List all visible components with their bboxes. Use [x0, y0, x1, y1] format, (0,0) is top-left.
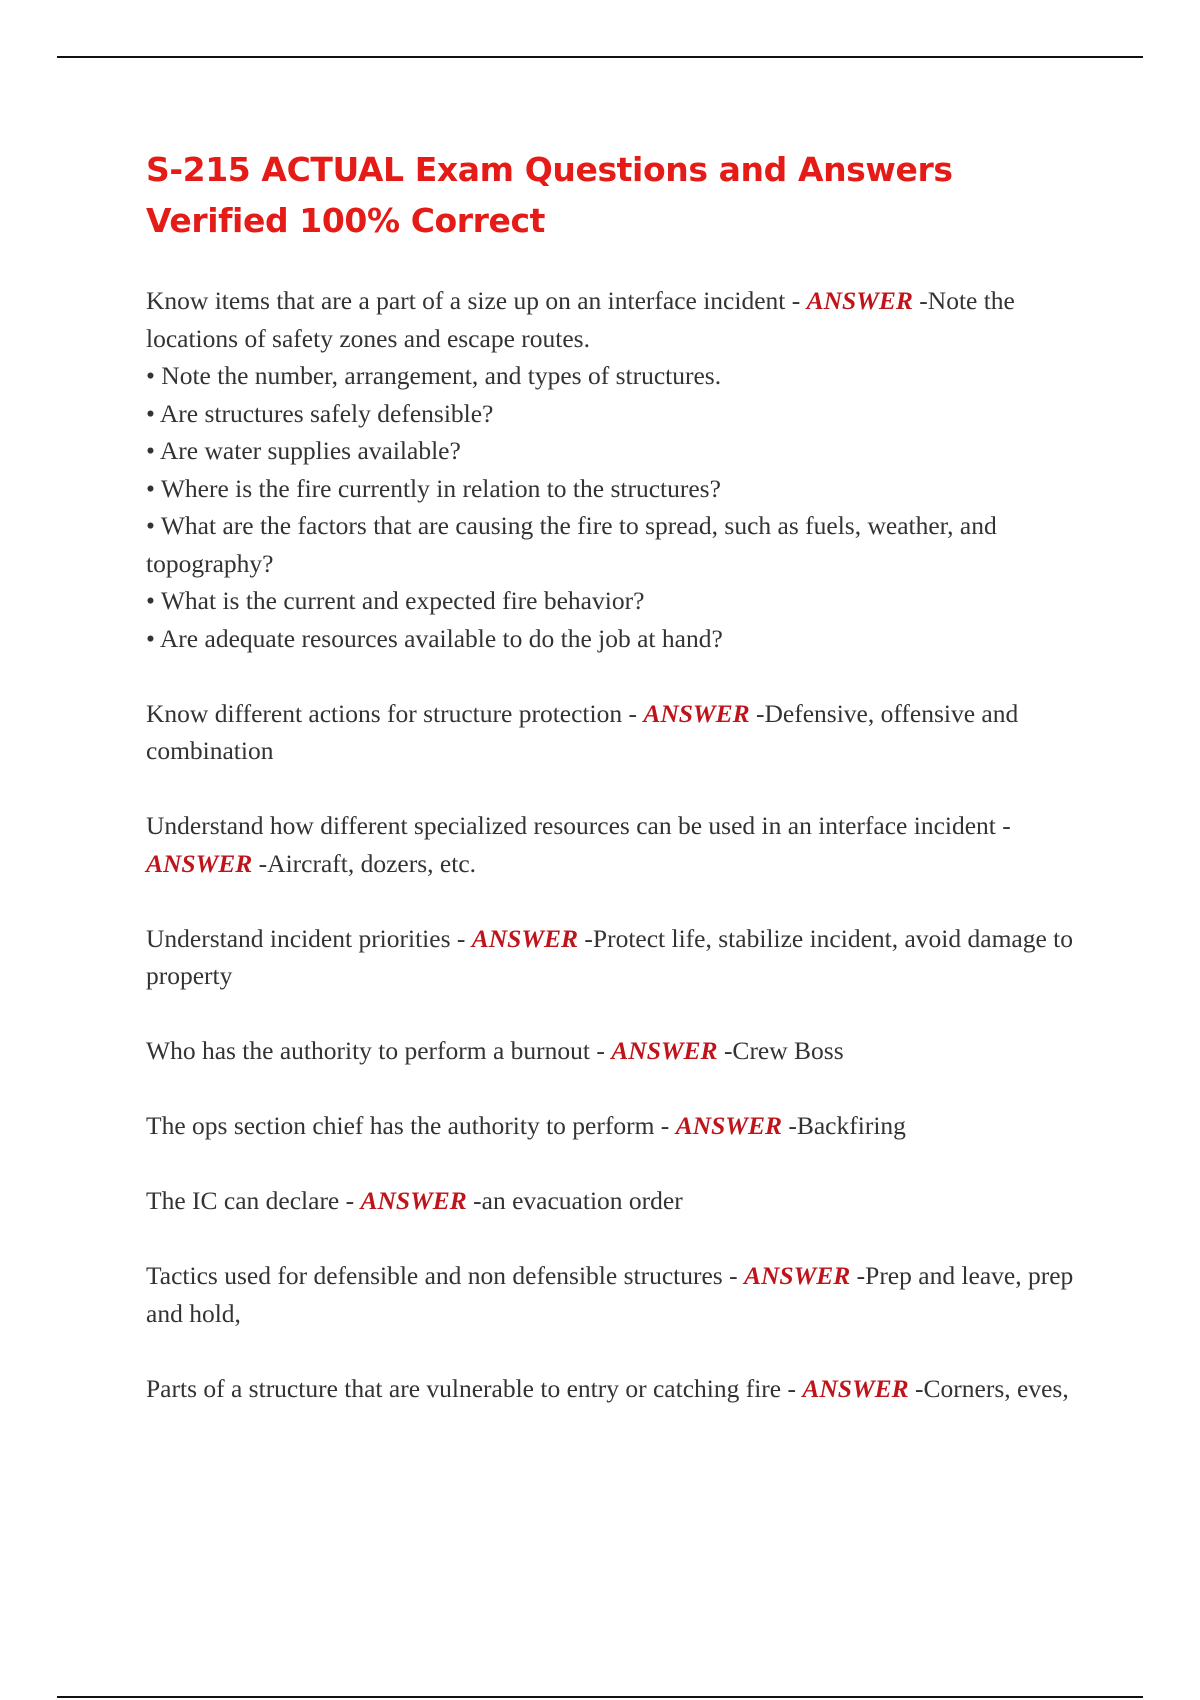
bullet-item: • Note the number, arrangement, and types of structures.	[146, 361, 722, 390]
answer-keyword: ANSWER	[675, 1111, 782, 1140]
answer-text: -Note the locations of safety zones and escape routes.	[146, 286, 1015, 353]
bottom-rule	[57, 1696, 1143, 1698]
qa-item-2	[146, 695, 1086, 770]
bullet-item: • Are adequate resources available to do the job at hand?	[146, 623, 723, 653]
answer-keyword: ANSWER	[611, 1036, 718, 1065]
answer-keyword: ANSWER	[806, 286, 913, 315]
bullet-item: • Are structures safely defensible?	[146, 398, 494, 428]
answer-keyword: ANSWER	[360, 1186, 467, 1215]
answer-text: -Corners, eves,	[908, 1373, 1069, 1403]
question-text: Know different actions for structure protection -	[146, 698, 644, 728]
question-text: Understand how different specialized resources can be used in an interface incident -	[146, 811, 1011, 840]
answer-keyword: ANSWER	[743, 1261, 851, 1290]
question-text: Know items that are a part of a size up on an interface incident -	[146, 286, 807, 315]
bullet-item: • What is the current and expected fire behavior?	[146, 586, 645, 615]
answer-text: -an evacuation order	[466, 1186, 683, 1215]
question-text: The ops section chief has the authority to perform -	[146, 1111, 676, 1140]
bullet-item: • Are water supplies available?	[146, 436, 461, 465]
answer-text: -Protect life, stabilize incident, avoid damage to property	[146, 923, 1074, 990]
document-title: S-215 ACTUAL Exam Questions and Answers Verified 100% Correct	[146, 150, 953, 240]
qa-item-3	[146, 807, 1086, 882]
qa-item-4	[146, 920, 1086, 995]
document-body	[146, 144, 1086, 1407]
answer-keyword: ANSWER	[802, 1373, 909, 1403]
answer-keyword: ANSWER	[471, 923, 579, 953]
answer-text: -Crew Boss	[717, 1036, 844, 1065]
qa-item-5	[146, 1032, 1086, 1070]
answer-keyword: ANSWER	[146, 848, 253, 878]
answer-text: -Backfiring	[781, 1111, 906, 1140]
answer-text: -Defensive, offensive and combination	[146, 698, 1019, 765]
question-text: Understand incident priorities -	[146, 923, 472, 953]
qa-item-1-text	[146, 282, 1086, 357]
bullet-item: • What are the factors that are causing the fire to spread, such as fuels, weather, and topography?	[146, 511, 997, 578]
qa-item-8	[146, 1257, 1086, 1332]
question-text: Who has the authority to perform a burnout -	[146, 1036, 612, 1065]
question-text: Parts of a structure that are vulnerable to entry or catching fire -	[146, 1373, 803, 1403]
answer-keyword: ANSWER	[643, 698, 750, 728]
top-rule	[57, 56, 1143, 58]
question-text: The IC can declare -	[146, 1186, 361, 1215]
qa-item-9	[146, 1370, 1086, 1408]
qa-item-6	[146, 1107, 1086, 1145]
bullet-item: • Where is the fire currently in relation to the structures?	[146, 473, 721, 503]
qa-item-7	[146, 1182, 1086, 1220]
question-text: Tactics used for defensible and non defensible structures -	[146, 1261, 744, 1290]
answer-text: -Prep and leave, prep and hold,	[146, 1261, 1074, 1328]
qa-item-1	[146, 282, 1086, 657]
answer-text: -Aircraft, dozers, etc.	[252, 848, 477, 878]
